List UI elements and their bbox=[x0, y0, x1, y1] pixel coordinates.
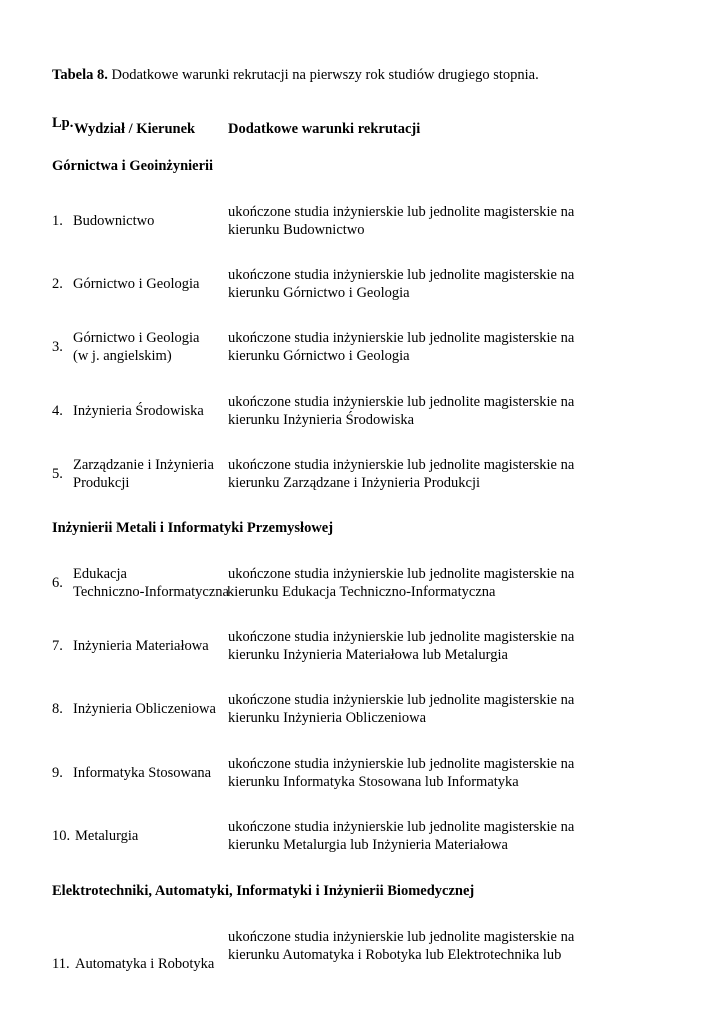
row-number: 2. bbox=[52, 276, 63, 292]
row-name: Budownictwo bbox=[73, 213, 155, 229]
row-name: Metalurgia bbox=[75, 828, 139, 844]
row-condition: kierunku Inżynieria Materiałowa lub Metalurgia bbox=[228, 647, 508, 663]
row-condition: kierunku Górnictwo i Geologia bbox=[228, 285, 410, 301]
row-condition: ukończone studia inżynierskie lub jednolite magisterskie na bbox=[228, 756, 575, 772]
row-condition: kierunku Automatyka i Robotyka lub Elektrotechnika lub bbox=[228, 947, 562, 963]
section-title: Górnictwa i Geoinżynierii bbox=[52, 158, 214, 174]
header-faculty: Wydział / Kierunek bbox=[74, 121, 196, 137]
row-condition: kierunku Edukacja Techniczno-Informatyczna bbox=[227, 584, 496, 600]
row-number: 4. bbox=[52, 403, 63, 419]
row-condition: ukończone studia inżynierskie lub jednolite magisterskie na bbox=[228, 629, 575, 645]
row-number: 6. bbox=[52, 575, 63, 591]
row-condition: kierunku Zarządzane i Inżynieria Produkcji bbox=[228, 475, 481, 491]
row-number: 11. bbox=[52, 956, 70, 972]
row-name: Górnictwo i Geologia bbox=[73, 330, 200, 346]
section-title: Elektrotechniki, Automatyki, Informatyki i Inżynierii Biomedycznej bbox=[52, 883, 475, 899]
header-lp: Lp. bbox=[52, 115, 74, 131]
row-condition: kierunku Informatyka Stosowana lub Informatyka bbox=[228, 774, 519, 790]
table-caption-label: Tabela 8. bbox=[52, 67, 108, 83]
table-caption bbox=[52, 66, 539, 84]
row-number: 3. bbox=[52, 339, 63, 355]
row-name: Automatyka i Robotyka bbox=[75, 956, 215, 972]
section-title: Inżynierii Metali i Informatyki Przemysłowej bbox=[52, 520, 334, 536]
row-condition: ukończone studia inżynierskie lub jednolite magisterskie na bbox=[228, 692, 575, 708]
row-condition: kierunku Inżynieria Środowiska bbox=[228, 412, 415, 428]
row-condition: ukończone studia inżynierskie lub jednolite magisterskie na bbox=[228, 330, 575, 346]
row-name: Inżynieria Środowiska bbox=[73, 403, 204, 419]
row-number: 10. bbox=[52, 828, 71, 844]
row-name: Inżynieria Materiałowa bbox=[73, 638, 209, 654]
row-name: Informatyka Stosowana bbox=[73, 765, 212, 781]
row-name: Produkcji bbox=[73, 475, 130, 491]
row-name: Górnictwo i Geologia bbox=[73, 276, 200, 292]
row-condition: ukończone studia inżynierskie lub jednolite magisterskie na bbox=[228, 457, 575, 473]
row-number: 9. bbox=[52, 765, 63, 781]
row-number: 5. bbox=[52, 466, 63, 482]
row-number: 7. bbox=[52, 638, 63, 654]
row-condition: kierunku Budownictwo bbox=[228, 222, 365, 238]
row-name: Edukacja bbox=[73, 566, 127, 582]
row-number: 1. bbox=[52, 213, 63, 229]
row-condition: ukończone studia inżynierskie lub jednolite magisterskie na bbox=[228, 929, 575, 945]
row-name: Techniczno-Informatyczna bbox=[73, 584, 229, 600]
row-number: 8. bbox=[52, 701, 63, 717]
row-name: (w j. angielskim) bbox=[73, 348, 172, 364]
row-condition: kierunku Inżynieria Obliczeniowa bbox=[228, 710, 427, 726]
header-conditions: Dodatkowe warunki rekrutacji bbox=[228, 121, 421, 137]
row-condition: kierunku Górnictwo i Geologia bbox=[228, 348, 410, 364]
row-condition: ukończone studia inżynierskie lub jednolite magisterskie na bbox=[228, 819, 575, 835]
table-caption-text: Dodatkowe warunki rekrutacji na pierwszy rok studiów drugiego stopnia. bbox=[107, 67, 539, 83]
row-condition: ukończone studia inżynierskie lub jednolite magisterskie na bbox=[228, 566, 575, 582]
row-condition: ukończone studia inżynierskie lub jednolite magisterskie na bbox=[228, 394, 575, 410]
row-name: Inżynieria Obliczeniowa bbox=[73, 701, 216, 717]
row-condition: kierunku Metalurgia lub Inżynieria Materiałowa bbox=[228, 837, 508, 853]
row-name: Zarządzanie i Inżynieria bbox=[73, 457, 214, 473]
row-condition: ukończone studia inżynierskie lub jednolite magisterskie na bbox=[228, 267, 575, 283]
row-condition: ukończone studia inżynierskie lub jednolite magisterskie na bbox=[228, 204, 575, 220]
